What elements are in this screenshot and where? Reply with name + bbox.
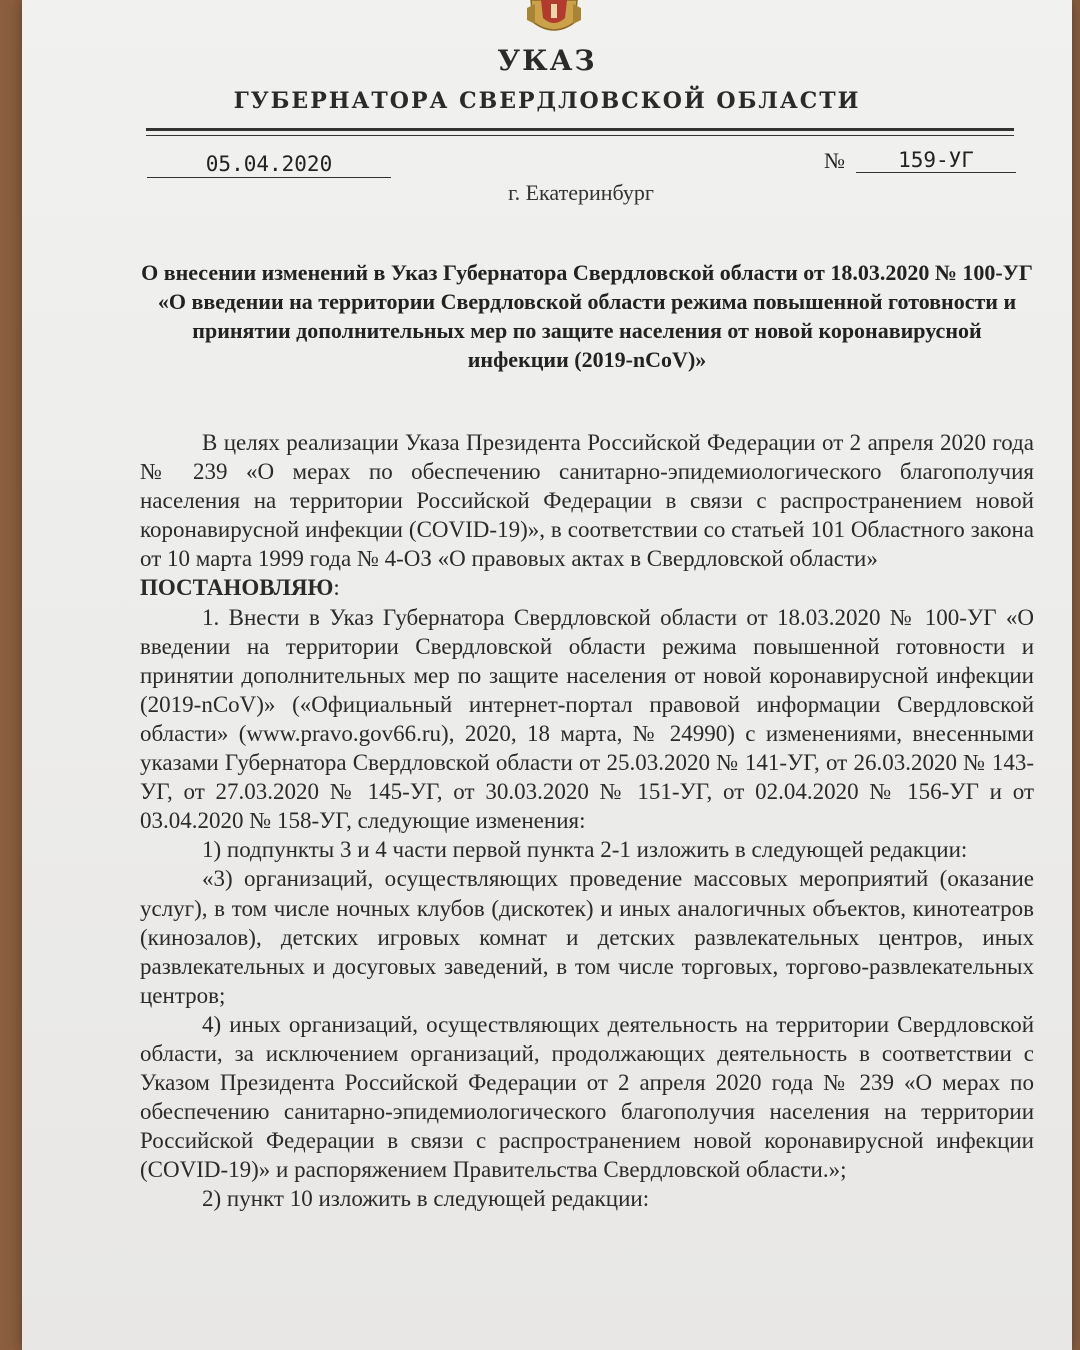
header-rule-thin bbox=[146, 135, 1014, 136]
document-number: 159-УГ bbox=[856, 148, 1016, 173]
document-body bbox=[140, 428, 1034, 1214]
header-rule-thick bbox=[146, 128, 1014, 131]
decree-suffix: : bbox=[333, 575, 340, 601]
body-paragraph: 2) пункт 10 изложить в следующей редакции: bbox=[202, 1186, 650, 1212]
body-paragraph: 1) подпункты 3 и 4 части первой пункта 2-1 изложить в следующей редакции: bbox=[202, 837, 968, 863]
document-heading: О внесении изменений в Указ Губернатора Свердловской области от 18.03.2020 № 100-УГ «О введении на территории Свердловской области режима повышенной готовности и принятии дополнительных мер по защите населения от новой коронавирусной инфекции (2019-nCoV)» bbox=[141, 260, 1033, 372]
document-date: 05.04.2020 bbox=[147, 152, 391, 178]
body-paragraph: «3) организаций, осуществляющих проведение массовых мероприятий (оказание услуг), в том числе ночных клубов (дискотек) и иных аналогичных объектов, кинотеатров (кинозалов), детских игровых комнат и детских развлекательных центров, иных развлекательных и досуговых заведений, в том числе торговых, торгово-развлекательных центров; bbox=[140, 866, 1034, 1008]
body-paragraph: 4) иных организаций, осуществляющих деятельность на территории Свердловской области, за исключением организаций, продолжающих деятельность в соответствии с Указом Президента Российской Федерации от 2 апреля 2020 года № 239 «О мерах по обеспечению санитарно-эпидемиологического благополучия населения на территории Российской Федерации в связи с распространением новой коронавирусной инфекции (COVID-19)» и распоряжением Правительства Свердловской области.»; bbox=[140, 1011, 1034, 1183]
number-label: № bbox=[824, 148, 845, 173]
coat-of-arms-icon bbox=[525, 0, 583, 34]
decree-word: ПОСТАНОВЛЯЮ bbox=[140, 575, 334, 601]
decree-line bbox=[140, 573, 1034, 602]
document-page bbox=[22, 0, 1072, 1350]
document-city: г. Екатеринбург bbox=[508, 180, 654, 205]
document-subtitle: ГУБЕРНАТОРА СВЕРДЛОВСКОЙ ОБЛАСТИ bbox=[233, 88, 861, 114]
document-title: УКАЗ bbox=[497, 44, 597, 77]
preamble-paragraph: В целях реализации Указа Президента Российской Федерации от 2 апреля 2020 года № 239 «О мерах по обеспечению санитарно-эпидемиологического благополучия населения на территории Российской Федерации в связи с распространением новой коронавирусной инфекции (COVID-19)», в соответствии со статьей 101 Областного закона от 10 марта 1999 года № 4-ОЗ «О правовых актах в Свердловской области» bbox=[140, 430, 1034, 572]
body-paragraph: 1. Внести в Указ Губернатора Свердловской области от 18.03.2020 № 100-УГ «О введении на территории Свердловской области режима повышенной готовности и принятии дополнительных мер по защите населения от новой коронавирусной инфекции (2019-nCoV)» («Официальный интернет-портал правовой информации Свердловской области» (www.pravo.gov66.ru), 2020, 18 марта, № 24990) с изменениями, внесенными указами Губернатора Свердловской области от 25.03.2020 № 141-УГ, от 26.03.2020 № 143-УГ, от 27.03.2020 № 145-УГ, от 30.03.2020 № 151-УГ, от 02.04.2020 № 156-УГ и от 03.04.2020 № 158-УГ, следующие изменения: bbox=[140, 604, 1034, 834]
